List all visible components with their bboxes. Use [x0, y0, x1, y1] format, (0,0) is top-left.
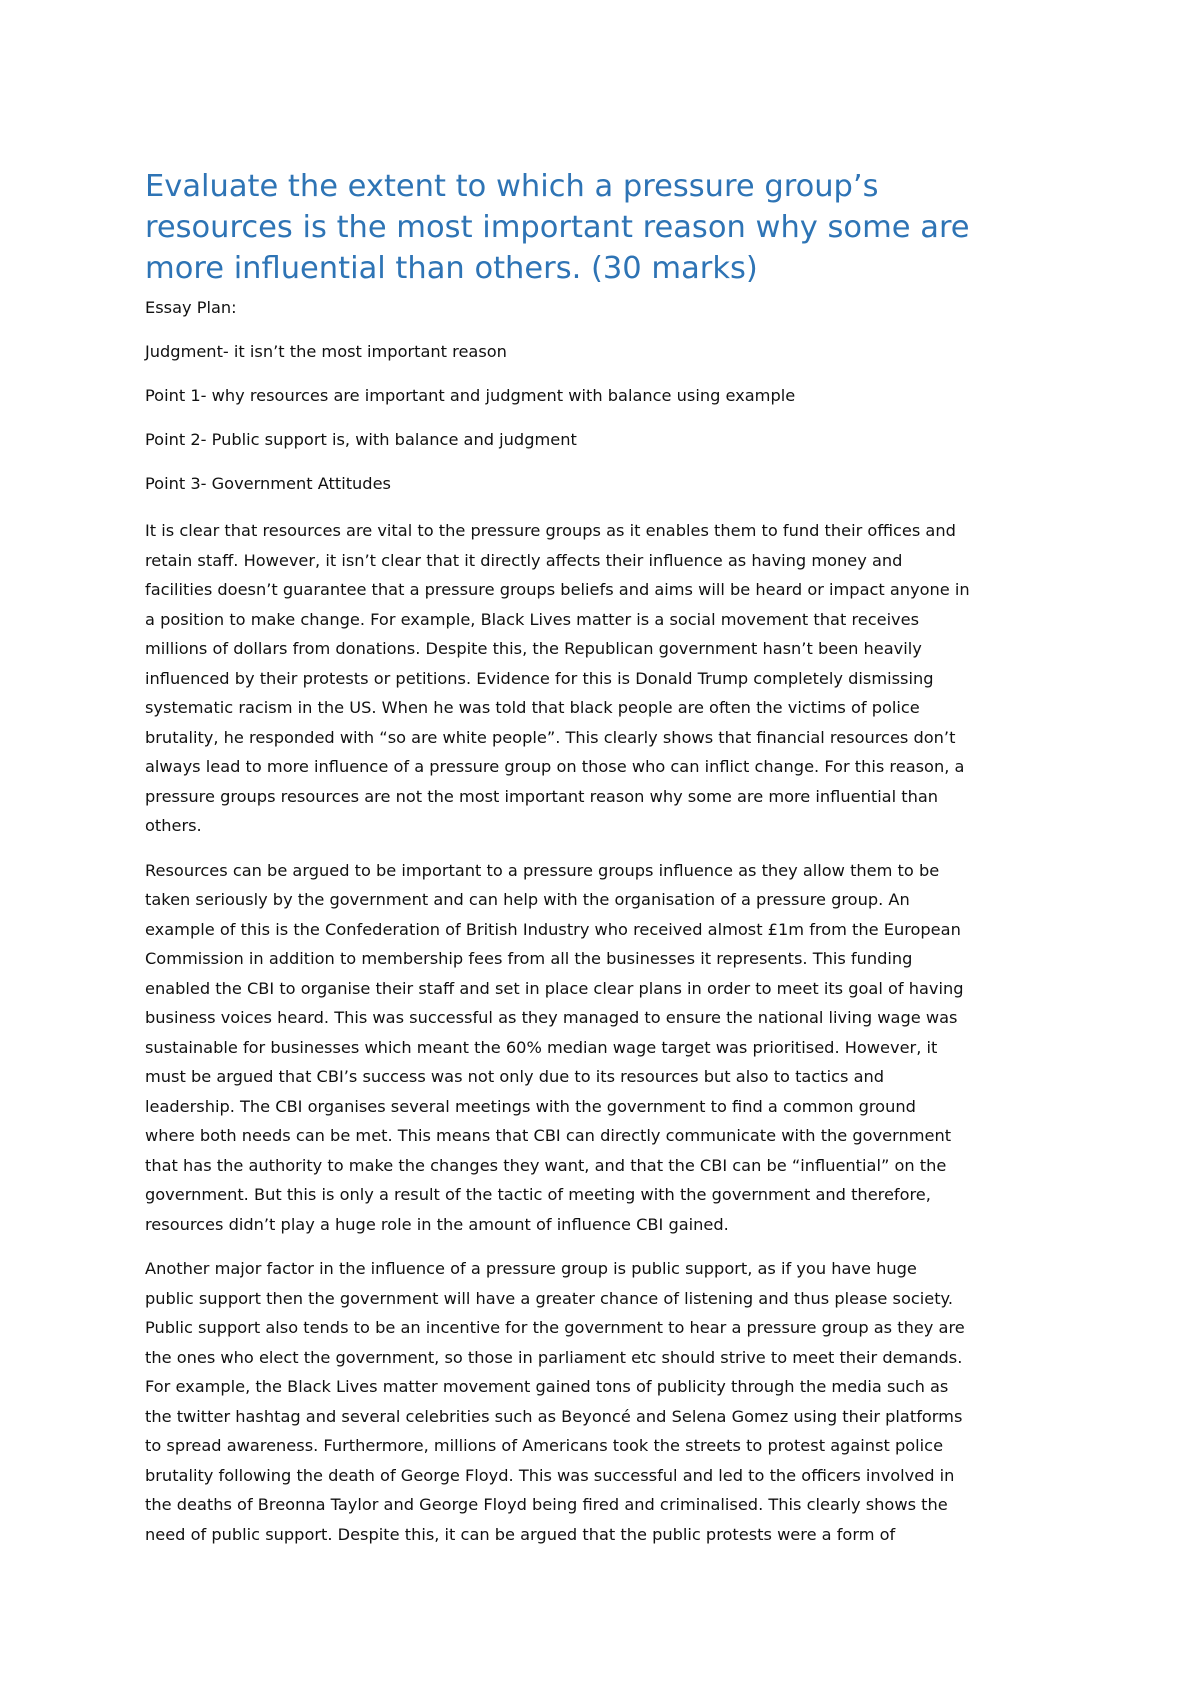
- text-line: others.: [145, 816, 202, 835]
- text-line: systematic racism in the US. When he was told that black people are often the victims of police: [145, 698, 920, 717]
- text-line: the ones who elect the government, so those in parliament etc should strive to meet their demands.: [145, 1347, 963, 1367]
- text-line: public support then the government will have a greater chance of listening and thus please society.: [145, 1288, 953, 1308]
- text-line: the twitter hashtag and several celebrities such as Beyoncé and Selena Gomez using their platforms: [145, 1406, 963, 1426]
- text-line: brutality, he responded with “so are white people”. This clearly shows that financial resources don’t: [145, 727, 956, 747]
- text-line: pressure groups resources are not the most important reason why some are more influential than: [145, 786, 939, 806]
- text-line: Another major factor in the influence of a pressure group is public support, as if you have huge: [145, 1259, 917, 1278]
- text-line: always lead to more influence of a pressure group on those who can inflict change. For this reason, a: [145, 757, 965, 776]
- text-line: influenced by their protests or petitions. Evidence for this is Donald Trump completely dismissing: [145, 668, 934, 688]
- text-line: Commission in addition to membership fees from all the businesses it represents. This funding: [145, 949, 913, 968]
- text-line: where both needs can be met. This means that CBI can directly communicate with the government: [145, 1126, 952, 1145]
- plan-item-point-1: Point 1- why resources are important and judgment with balance using example: [145, 386, 796, 405]
- text-line: the deaths of Breonna Taylor and George Floyd being fired and criminalised. This clearly shows the: [145, 1495, 948, 1514]
- essay-title-line: more influential than others. (30 marks): [145, 251, 758, 286]
- text-line: business voices heard. This was successful as they managed to ensure the national living wage was: [145, 1008, 958, 1027]
- text-line: example of this is the Confederation of British Industry who received almost £1m from the European: [145, 919, 961, 939]
- text-line: to spread awareness. Furthermore, millions of Americans took the streets to protest against police: [145, 1436, 944, 1455]
- text-line: For example, the Black Lives matter movement gained tons of publicity through the media such as: [145, 1377, 949, 1396]
- body-paragraph-public-support: [145, 1254, 1075, 1549]
- text-line: sustainable for businesses which meant the 60% median wage target was prioritised. However, it: [145, 1037, 938, 1057]
- text-line: leadership. The CBI organises several meetings with the government to find a common ground: [145, 1096, 916, 1116]
- text-line: that has the authority to make the changes they want, and that the CBI can be “influential” on the: [145, 1155, 947, 1175]
- text-line: Public support also tends to be an incentive for the government to hear a pressure group as they are: [145, 1318, 965, 1337]
- text-line: resources didn’t play a huge role in the amount of influence CBI gained.: [145, 1214, 729, 1234]
- text-line: Resources can be argued to be important to a pressure groups influence as they allow them to be: [145, 860, 940, 880]
- text-line: brutality following the death of George Floyd. This was successful and led to the officers involved in: [145, 1465, 955, 1485]
- body-paragraph-cbi-resources: [145, 856, 1075, 1240]
- document-body: [145, 166, 1075, 1549]
- text-line: It is clear that resources are vital to the pressure groups as it enables them to fund their offices and: [145, 521, 956, 540]
- body-paragraph-resources-intro: [145, 516, 1075, 841]
- text-line: must be argued that CBI’s success was not only due to its resources but also to tactics and: [145, 1067, 885, 1086]
- essay-plan-heading: Essay Plan:: [145, 298, 237, 317]
- text-line: millions of dollars from donations. Despite this, the Republican government hasn’t been heavily: [145, 639, 922, 658]
- essay-title: [145, 166, 1075, 289]
- text-line: enabled the CBI to organise their staff and set in place clear plans in order to meet its goal of having: [145, 978, 964, 998]
- text-line: retain staff. However, it isn’t clear that it directly affects their influence as having money and: [145, 550, 903, 570]
- text-line: taken seriously by the government and can help with the organisation of a pressure group. An: [145, 890, 910, 909]
- text-line: government. But this is only a result of the tactic of meeting with the government and therefore,: [145, 1185, 931, 1204]
- text-line: a position to make change. For example, Black Lives matter is a social movement that receives: [145, 609, 920, 629]
- essay-title-line: Evaluate the extent to which a pressure group’s: [145, 169, 879, 204]
- text-line: need of public support. Despite this, it can be argued that the public protests were a form of: [145, 1524, 896, 1544]
- plan-item-judgment: Judgment- it isn’t the most important reason: [145, 342, 507, 361]
- plan-item-point-2: Point 2- Public support is, with balance and judgment: [145, 430, 577, 449]
- plan-item-point-3: Point 3- Government Attitudes: [145, 474, 391, 493]
- text-line: facilities doesn’t guarantee that a pressure groups beliefs and aims will be heard or impact anyone in: [145, 580, 970, 599]
- essay-title-line: resources is the most important reason why some are: [145, 210, 970, 245]
